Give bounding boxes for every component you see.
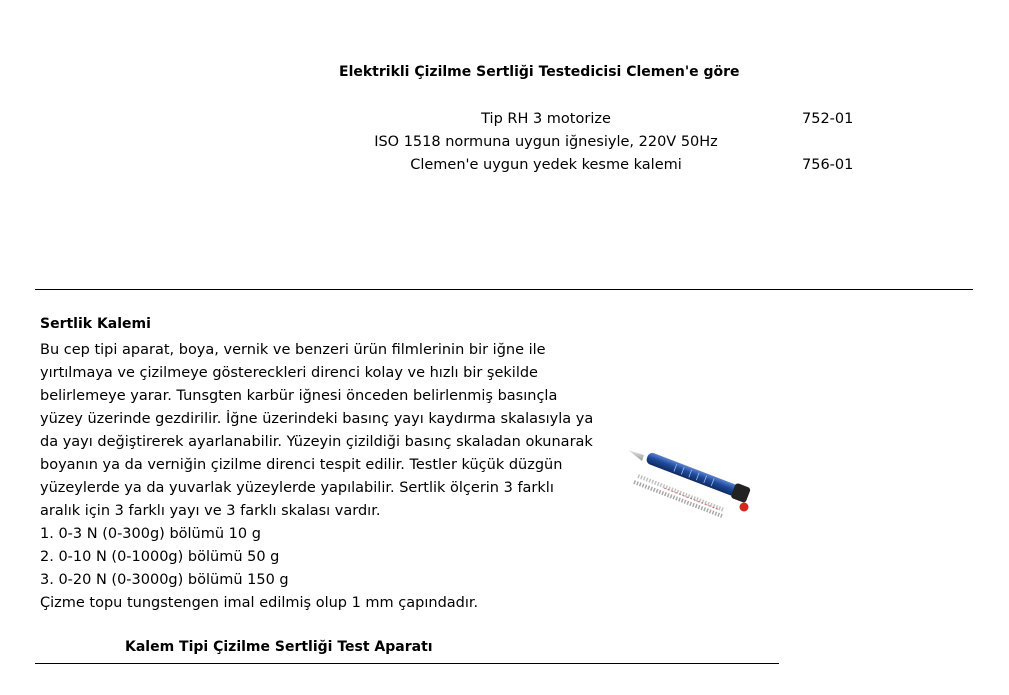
description-line: Bu cep tipi aparat, boya, vernik ve benzeri ürün filmlerinin bir iğne ile: [40, 342, 546, 358]
figure-caption: Kalem Tipi Çizilme Sertliği Test Aparatı: [125, 639, 433, 655]
list-item: 2. 0-10 N (0-1000g) bölümü 50 g: [40, 549, 280, 565]
description-line: yüzey üzerinde gezdirilir. İğne üzerindeki basınç yayı kaydırma skalasıyla ya: [40, 411, 594, 427]
pen-barrel-icon: [645, 451, 739, 497]
product-code: 756-01: [802, 157, 854, 173]
description-line: boyanın ya da verniğin çizilme direnci tespit edilir. Testler küçük düzgün: [40, 457, 563, 473]
hardness-pen-image: [624, 440, 764, 525]
product-description: ISO 1518 normuna uygun iğnesiyle, 220V 50Hz: [374, 134, 718, 150]
red-end-icon: [740, 503, 749, 512]
description-line: belirlemeye yarar. Tunsgten karbür iğnesi önceden belirlenmiş basınçla: [40, 388, 558, 404]
section-title: Sertlik Kalemi: [40, 316, 151, 332]
description-block: [40, 339, 615, 615]
list-item: 3. 0-20 N (0-3000g) bölümü 150 g: [40, 572, 289, 588]
section-divider: [35, 289, 973, 290]
description-line: aralık için 3 farklı yayı ve 3 farklı skalası vardır.: [40, 503, 381, 519]
description-line: da yayı değiştirerek ayarlanabilir. Yüzeyin çizildiği basınç skaladan okunarak: [40, 434, 593, 450]
list-item: 1. 0-3 N (0-300g) bölümü 10 g: [40, 526, 261, 542]
pen-tip-icon: [628, 450, 644, 461]
description-line: Çizme topu tungstengen imal edilmiş olup 1 mm çapındadır.: [40, 595, 479, 611]
product-description: Clemen'e uygun yedek kesme kalemi: [410, 157, 682, 173]
product-code: 752-01: [802, 111, 854, 127]
description-line: yüzeylerde ya da yuvarlak yüzeylerde yapılabilir. Sertlik ölçerin 3 farklı: [40, 480, 554, 496]
page-title: Elektrikli Çizilme Sertliği Testedicisi Clemen'e göre: [339, 64, 740, 80]
product-description: Tip RH 3 motorize: [481, 111, 611, 127]
footer-divider: [35, 663, 779, 664]
description-line: yırtılmaya ve çizilmeye göstereckleri direnci kolay ve hızlı bir şekilde: [40, 365, 538, 381]
